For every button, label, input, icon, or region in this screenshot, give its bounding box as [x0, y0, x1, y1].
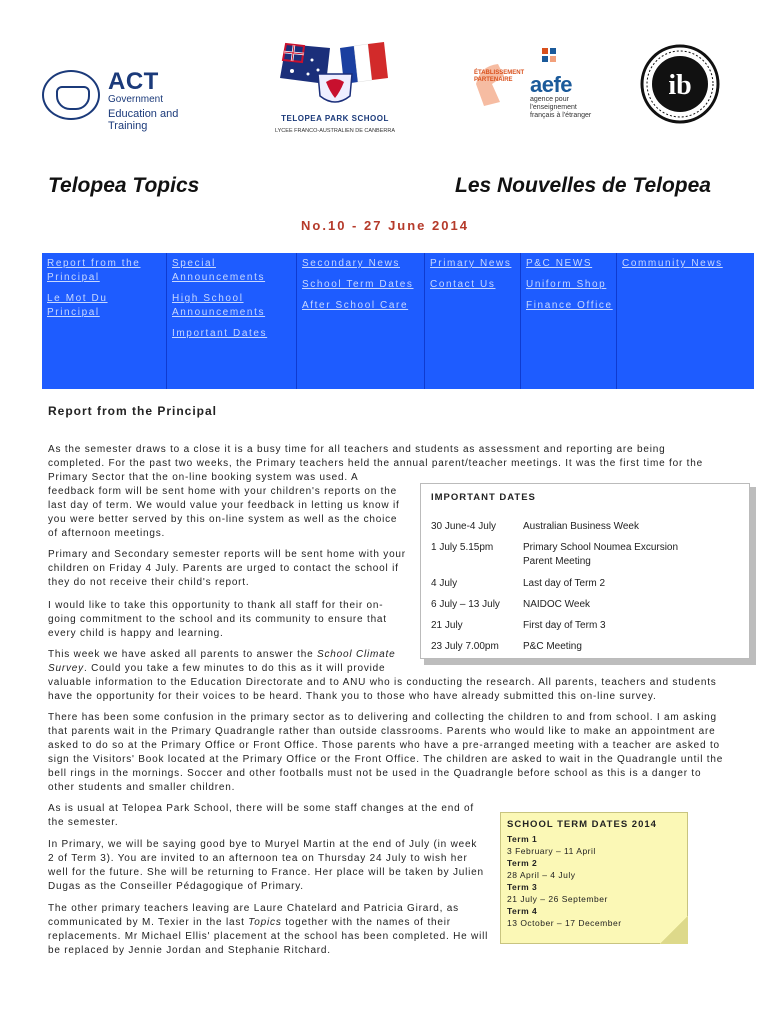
telopea-park-school-logo: [270, 38, 420, 136]
report-line: valuable information to the Education Directorate and to ANU who is conducting the research. All parents, teachers and students: [48, 677, 717, 688]
term-dates: 13 October – 17 December: [507, 918, 622, 928]
survey-name: School Climate: [317, 649, 396, 660]
nav-link-school-term-dates[interactable]: School Term Dates: [302, 279, 414, 290]
issue-number-date: No.10 - 27 June 2014: [301, 218, 469, 233]
act-logo-line1: Government: [108, 94, 164, 105]
nav-link-secondary-news[interactable]: Secondary News: [302, 258, 400, 269]
nav-divider: [166, 253, 167, 389]
nav-link-important-dates[interactable]: Important Dates: [172, 328, 268, 339]
event-name: First day of Term 3: [523, 620, 606, 631]
report-line: bell rings in the mornings. Soccer and other footballs must not be used in the Quadrangle before school as this is a danger to: [48, 768, 702, 779]
term-label: Term 3: [507, 882, 538, 892]
newsletter-title-english: Telopea Topics: [48, 174, 200, 197]
act-logo-name: ACT: [108, 68, 159, 95]
aefe-logo: [470, 44, 590, 124]
report-line: Dugas as the Conseiller Pédagogique of Primary.: [48, 881, 304, 892]
ib-seal-icon: [640, 44, 720, 124]
event-name: Australian Business Week: [523, 521, 639, 532]
report-line: that parents wait in the Primary Quadrangle rather than outside classrooms. Parents who would like to make an appointment are: [48, 726, 716, 737]
nav-link-special-announcements[interactable]: Special Announcements: [172, 258, 266, 283]
report-line: feedback form will be sent home with your children's reports on the: [48, 486, 397, 497]
report-line: [48, 662, 385, 676]
report-line: children on Friday 4 July. Parents are urged to contact the school if: [48, 563, 399, 574]
aefe-logo-name: aefe: [530, 72, 573, 97]
event-date: 21 July: [431, 620, 463, 631]
report-line: [48, 648, 395, 662]
term-label: Term 1: [507, 834, 538, 844]
nav-link-high-school-announcements[interactable]: High School Announcements: [172, 293, 266, 318]
report-line: every child is happy and learning.: [48, 628, 224, 639]
ib-world-school-logo: [640, 44, 720, 124]
event-date: 4 July: [431, 578, 458, 589]
nav-divider: [424, 253, 425, 389]
important-dates-box: [420, 483, 750, 659]
aefe-logo-subtitle: agence pour l'enseignement français à l'étranger: [530, 96, 592, 119]
topics-title: Topics: [248, 917, 282, 928]
nav-divider: [616, 253, 617, 389]
school-flags-crest-icon: [270, 38, 400, 110]
nav-link-finance-office[interactable]: Finance Office: [526, 300, 613, 311]
act-logo-line2: Education and Training: [108, 108, 179, 132]
event-name: Parent Meeting: [523, 556, 591, 567]
report-line: As the semester draws to a close it is a busy time for all teachers and students as assessment and reporting are being: [48, 444, 666, 455]
report-line: well for the future. She will be returning to France. Her place will be taken by Julien: [48, 867, 484, 878]
report-line: be replaced by Jennie Jordan and Stephanie Ritchard.: [48, 945, 331, 956]
ib-mark-text: ib: [668, 70, 692, 101]
report-line: The other primary teachers leaving are Laure Chatelard and Patricia Girard, as: [48, 903, 459, 914]
event-name: P&C Meeting: [523, 641, 582, 652]
school-logo-subtitle: LYCEE FRANCO-AUSTRALIEN DE CANBERRA: [274, 128, 395, 134]
nav-link-pc-news[interactable]: P&C NEWS: [526, 258, 593, 269]
event-date: 1 July 5.15pm: [431, 542, 494, 553]
important-dates-title: IMPORTANT DATES: [431, 492, 536, 503]
report-text: . Could you take a few minutes to do this as it will provide: [83, 663, 386, 674]
event-date: 6 July – 13 July: [431, 599, 500, 610]
report-line: In Primary, we will be saying good bye to Muryel Martin at the end of July (in week: [48, 839, 478, 850]
report-line: the semester.: [48, 817, 119, 828]
report-line: I would like to take this opportunity to thank all staff for their on-: [48, 600, 384, 611]
term-dates: 28 April – 4 July: [507, 870, 576, 880]
nav-link-primary-news[interactable]: Primary News: [430, 258, 512, 269]
term-label: Term 2: [507, 858, 538, 868]
nav-link-le-mot-du-principal[interactable]: Le Mot Du Principal: [47, 293, 108, 318]
report-line: Primary and Secondary semester reports will be sent home with your: [48, 549, 406, 560]
term-dates: 21 July – 26 September: [507, 894, 608, 904]
nav-link-after-school-care[interactable]: After School Care: [302, 300, 409, 311]
report-text: communicated by M. Texier in the last: [48, 917, 249, 928]
newsletter-title-french: Les Nouvelles de Telopea: [455, 174, 711, 197]
report-line: completed. For the past two weeks, the Primary teachers held the annual parent/teacher meetings. It was the first time for the: [48, 458, 703, 469]
nav-divider: [296, 253, 297, 389]
newsletter-navigation: [42, 253, 754, 389]
act-crest-icon: [42, 70, 100, 120]
nav-link-report-from-principal[interactable]: Report from the Principal: [47, 258, 141, 283]
nav-link-community-news[interactable]: Community News: [622, 258, 723, 269]
aefe-partner-mark: ÉTABLISSEMENT PARTENAIRE: [474, 70, 525, 83]
report-line: [48, 916, 451, 930]
nav-divider: [520, 253, 521, 389]
nav-link-contact-us[interactable]: Contact Us: [430, 279, 496, 290]
event-name: NAIDOC Week: [523, 599, 591, 610]
section-heading-report: Report from the Principal: [48, 404, 218, 418]
survey-name: Survey: [48, 663, 84, 674]
report-line: sign the Visitors' Book located at the Primary Office or the Front Office. The children are asked to wait in the Quadrangle until the: [48, 754, 724, 765]
report-text: This week we have asked all parents to answer the: [48, 649, 318, 660]
event-name: Primary School Noumea Excursion: [523, 542, 679, 553]
report-line: There has been some confusion in the primary sector as to delivering and collecting the children to and from school. I am asking: [48, 712, 717, 723]
report-line: of afternoon meetings.: [48, 528, 166, 539]
nav-link-uniform-shop[interactable]: Uniform Shop: [526, 279, 607, 290]
act-government-logo: [42, 64, 212, 132]
term-dates: 3 February – 11 April: [507, 846, 596, 856]
event-name: Last day of Term 2: [523, 578, 606, 589]
note-folded-corner: [660, 916, 688, 944]
report-line: replacements. Mr Michael Ellis' placement at the school has been completed. He will: [48, 931, 489, 942]
report-line: 2 of Term 3). You are invited to an afternoon tea on Thursday 24 July to wish her: [48, 853, 468, 864]
event-date: 30 June-4 July: [431, 521, 497, 532]
report-line: they do not receive their child's report.: [48, 577, 250, 588]
term-label: Term 4: [507, 906, 538, 916]
event-date: 23 July 7.00pm: [431, 641, 499, 652]
report-line: As is usual at Telopea Park School, there will be some staff changes at the end of: [48, 803, 474, 814]
report-line: going commitment to the school and its community to ensure that: [48, 614, 387, 625]
report-line: Primary Sector that the on-line booking system was used. A: [48, 472, 359, 483]
school-logo-name: TELOPEA PARK SCHOOL: [281, 114, 389, 123]
report-line: asked to do so at the Primary Office or Front Office. Those parents who have a pre-arranged meeting with a teacher are asked to: [48, 740, 720, 751]
report-line: you were better served by this on-line system as well as the choice: [48, 514, 398, 525]
term-dates-title: SCHOOL TERM DATES 2014: [507, 819, 657, 830]
report-line: last day of term. We would value your feedback in letting us know if: [48, 500, 400, 511]
report-text: together with the names of their: [281, 917, 451, 928]
report-line: other students and smaller children.: [48, 782, 236, 793]
report-line: have the opportunity for their voices to be heard. Thank you to those who have already submitted this on-line survey.: [48, 691, 657, 702]
